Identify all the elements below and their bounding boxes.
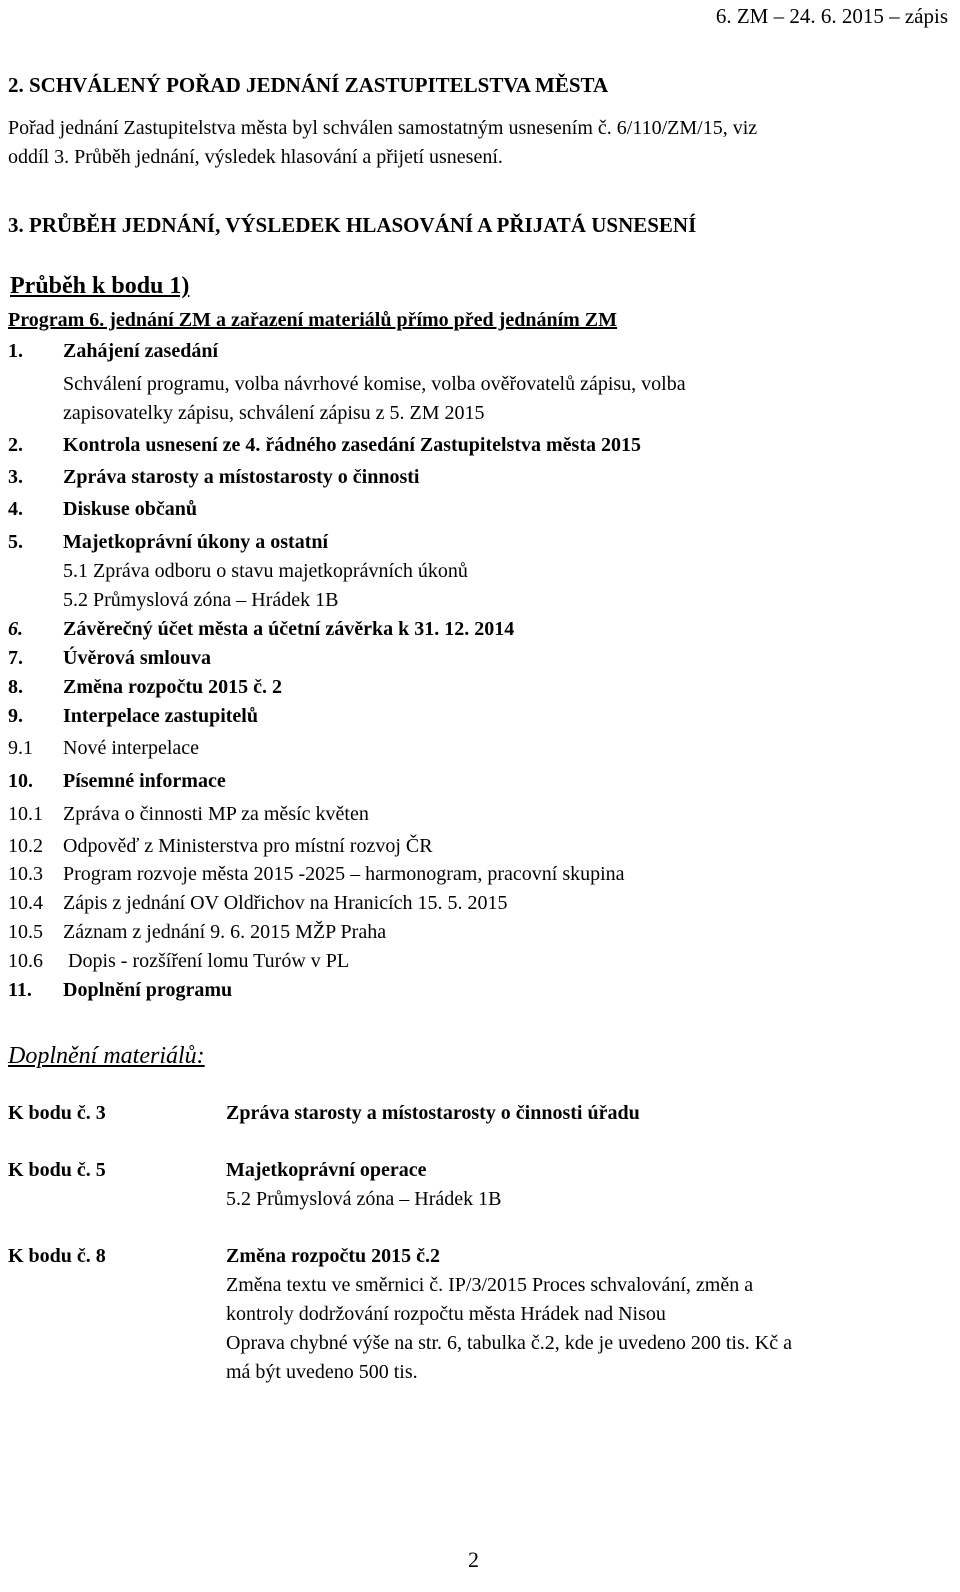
- agenda-item-text: Program rozvoje města 2015 -2025 – harmonogram, pracovní skupina: [63, 863, 625, 885]
- agenda-subitem: 5.2 Průmyslová zóna – Hrádek 1B: [63, 589, 339, 611]
- agenda-item-text: Doplnění programu: [63, 979, 233, 1001]
- agenda-item-text: Zahájení zasedání: [63, 340, 219, 362]
- agenda-item-number: 10.: [8, 770, 33, 792]
- agenda-item-number: 7.: [8, 647, 23, 669]
- agenda-item-number: 2.: [8, 434, 23, 456]
- supplement-detail-line: Oprava chybné výše na str. 6, tabulka č.2, kde je uvedeno 200 tis. Kč a: [226, 1332, 792, 1354]
- agenda-item-number: 4.: [8, 498, 23, 520]
- agenda-item-number: 10.6: [8, 950, 43, 972]
- agenda-item-text: Diskuse občanů: [63, 498, 197, 520]
- supplement-label: K bodu č. 8: [8, 1245, 106, 1267]
- agenda-item-text: Odpověď z Ministerstva pro místní rozvoj ČR: [63, 835, 433, 857]
- agenda-item-text: Závěrečný účet města a účetní závěrka k 31. 12. 2014: [63, 618, 515, 640]
- agenda-item-text: Dopis - rozšíření lomu Turów v PL: [68, 950, 350, 972]
- section-2-title: 2. SCHVÁLENÝ POŘAD JEDNÁNÍ ZASTUPITELSTVA MĚSTA: [8, 73, 609, 97]
- agenda-item-text: Záznam z jednání 9. 6. 2015 MŽP Praha: [63, 921, 387, 943]
- agenda-item-text: Interpelace zastupitelů: [63, 705, 258, 727]
- supplement-detail-line: kontroly dodržování rozpočtu města Hrádek nad Nisou: [226, 1303, 666, 1325]
- agenda-item-number: 10.3: [8, 863, 43, 885]
- agenda-item-text: Úvěrová smlouva: [63, 647, 211, 669]
- supplements-title: Doplnění materiálů:: [8, 1043, 205, 1069]
- agenda-item-description-line-2: zapisovatelky zápisu, schválení zápisu z 5. ZM 2015: [63, 402, 485, 424]
- supplement-detail-line: 5.2 Průmyslová zóna – Hrádek 1B: [226, 1188, 502, 1210]
- agenda-item-number: 9.: [8, 705, 23, 727]
- supplement-detail-line: má být uvedeno 500 tis.: [226, 1361, 418, 1383]
- agenda-item-text: Zápis z jednání OV Oldřichov na Hranicích 15. 5. 2015: [63, 892, 508, 914]
- agenda-item-text: Změna rozpočtu 2015 č. 2: [63, 676, 283, 698]
- agenda-item-number: 8.: [8, 676, 23, 698]
- section-2-paragraph-line-1: Pořad jednání Zastupitelstva města byl schválen samostatným usnesením č. 6/110/ZM/15, viz: [8, 117, 758, 139]
- agenda-item-text: Písemné informace: [63, 770, 226, 792]
- supplement-title: Změna rozpočtu 2015 č.2: [226, 1245, 441, 1267]
- document-header-ref: 6. ZM – 24. 6. 2015 – zápis: [715, 4, 948, 28]
- section-3-subtitle: Průběh k bodu 1): [10, 273, 190, 299]
- agenda-item-text: Zpráva o činnosti MP za měsíc květen: [63, 803, 369, 825]
- agenda-item-number: 9.1: [8, 737, 33, 759]
- supplement-detail-line: Změna textu ve směrnici č. IP/3/2015 Proces schvalování, změn a: [226, 1274, 754, 1296]
- agenda-item-description-line-1: Schválení programu, volba návrhové komise, volba ověřovatelů zápisu, volba: [63, 373, 686, 395]
- page-number: 2: [468, 1547, 479, 1572]
- agenda-item-text: Kontrola usnesení ze 4. řádného zasedání Zastupitelstva města 2015: [63, 434, 641, 456]
- agenda-item-number: 11.: [8, 979, 32, 1001]
- agenda-item-number: 10.5: [8, 921, 43, 943]
- agenda-item-number: 5.: [8, 531, 23, 553]
- program-title: Program 6. jednání ZM a zařazení materiálů přímo před jednáním ZM: [8, 309, 618, 331]
- agenda-item-number: 10.1: [8, 803, 43, 825]
- agenda-item-text: Zpráva starosty a místostarosty o činnosti: [63, 466, 420, 488]
- agenda-item-number: 10.4: [8, 892, 43, 914]
- section-2-paragraph-line-2: oddíl 3. Průběh jednání, výsledek hlasování a přijetí usnesení.: [8, 146, 503, 168]
- supplement-label: K bodu č. 3: [8, 1102, 106, 1124]
- agenda-item-number: 10.2: [8, 835, 43, 857]
- agenda-item-number: 3.: [8, 466, 23, 488]
- agenda-subitem: 5.1 Zpráva odboru o stavu majetkoprávních úkonů: [63, 560, 468, 582]
- agenda-item-number: 1.: [8, 340, 23, 362]
- supplement-title: Zpráva starosty a místostarosty o činnosti úřadu: [226, 1102, 640, 1124]
- agenda-item-text: Nové interpelace: [63, 737, 200, 759]
- agenda-item-number: 6.: [8, 618, 23, 640]
- section-3-title: 3. PRŮBĚH JEDNÁNÍ, VÝSLEDEK HLASOVÁNÍ A PŘIJATÁ USNESENÍ: [8, 213, 697, 237]
- supplement-label: K bodu č. 5: [8, 1159, 106, 1181]
- supplement-title: Majetkoprávní operace: [226, 1159, 427, 1181]
- agenda-item-text: Majetkoprávní úkony a ostatní: [63, 531, 329, 553]
